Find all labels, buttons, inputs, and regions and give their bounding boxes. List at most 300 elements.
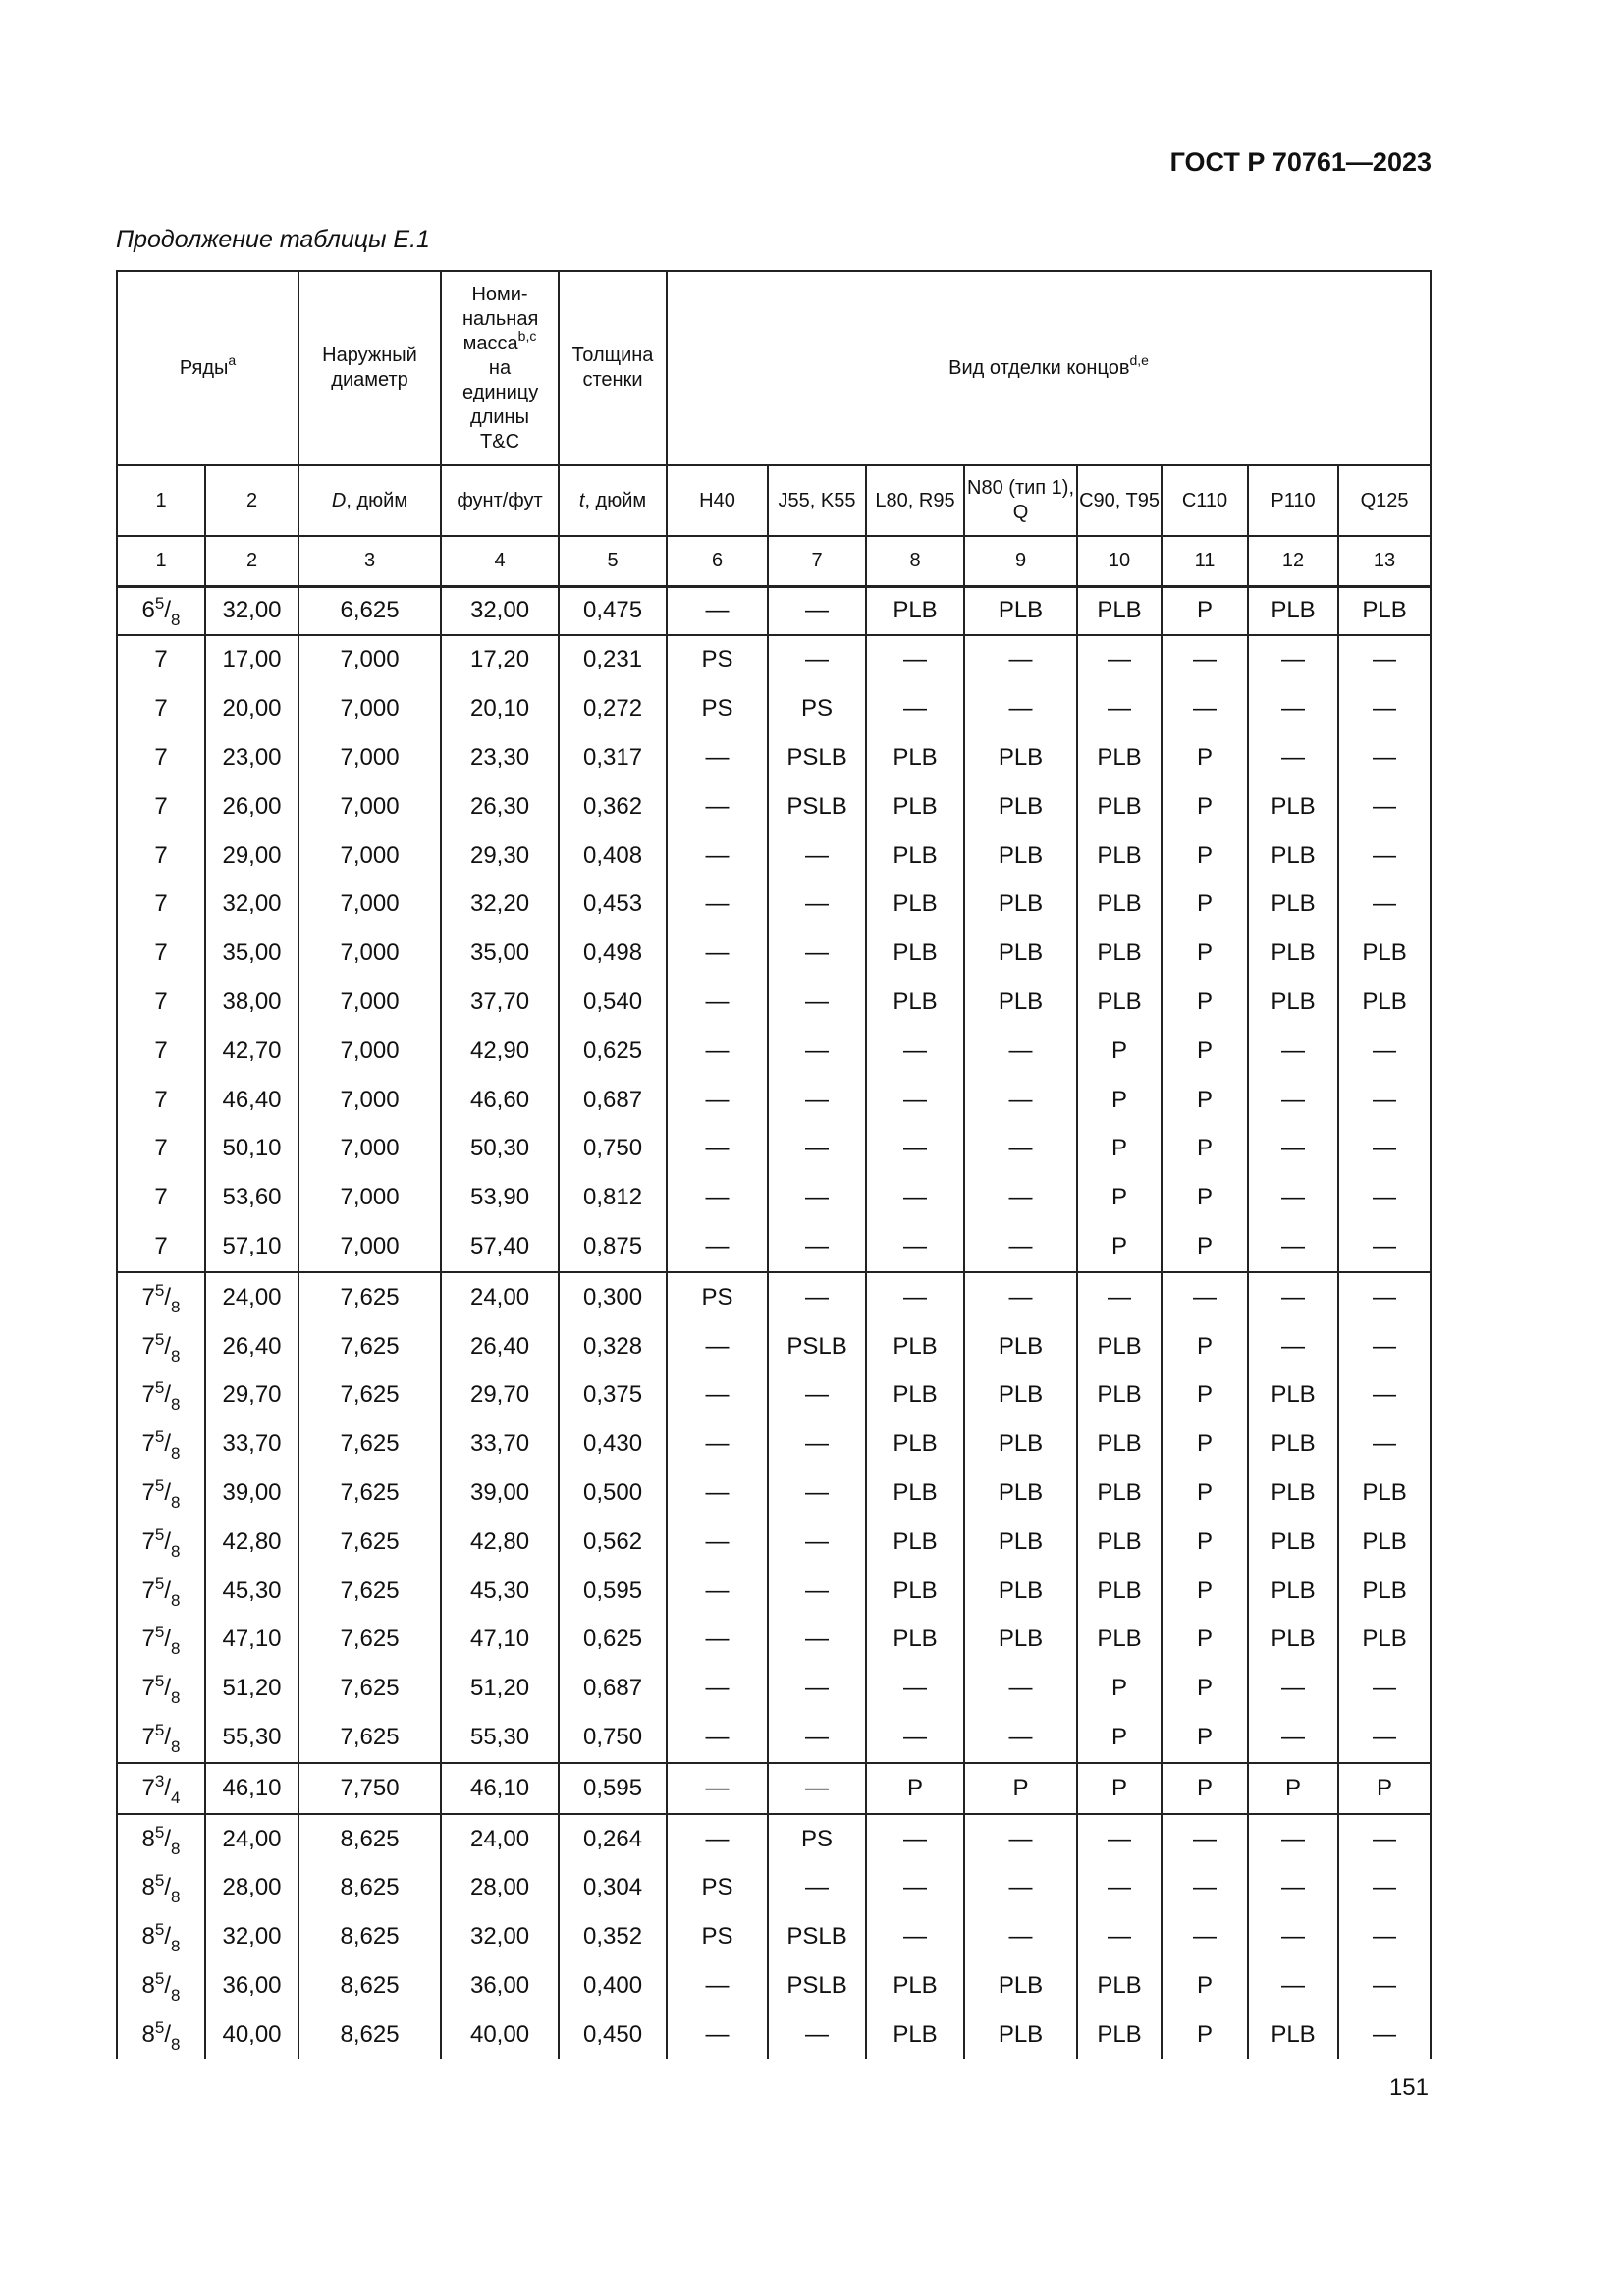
end-finish-cell: P	[1162, 1370, 1248, 1419]
end-finish-cell: —	[866, 1272, 964, 1322]
size-cell: 7	[117, 635, 205, 685]
end-finish-cell: P	[1162, 1222, 1248, 1272]
tc-mass-cell: 57,40	[441, 1222, 559, 1272]
unit-col-1: 1	[117, 465, 205, 536]
tc-mass-cell: 55,30	[441, 1713, 559, 1763]
end-finish-cell: —	[667, 929, 768, 978]
end-finish-cell: —	[1338, 684, 1431, 733]
end-finish-cell: PLB	[1338, 929, 1431, 978]
grade-header: Q125	[1338, 465, 1431, 536]
end-finish-cell: —	[1338, 1124, 1431, 1173]
end-finish-cell: —	[964, 684, 1077, 733]
wall-thickness-cell: 0,231	[559, 635, 667, 685]
wall-thickness-cell: 0,430	[559, 1419, 667, 1468]
end-finish-cell: PLB	[866, 733, 964, 782]
table-row	[117, 1518, 1431, 1567]
unit-col-5: t, дюйм	[559, 465, 667, 536]
wall-thickness-cell: 0,400	[559, 1961, 667, 2010]
unit-col-3: D, дюйм	[298, 465, 441, 536]
size-cell: 7	[117, 978, 205, 1027]
size-cell: 7	[117, 733, 205, 782]
outer-diameter-cell: 7,625	[298, 1664, 441, 1713]
end-finish-cell: PS	[667, 684, 768, 733]
end-finish-cell: PLB	[1338, 1518, 1431, 1567]
end-finish-cell: —	[768, 1664, 866, 1713]
wall-thickness-cell: 0,328	[559, 1322, 667, 1371]
end-finish-cell: PS	[667, 1912, 768, 1961]
table-row	[117, 1272, 1431, 1322]
end-finish-cell: —	[866, 1814, 964, 1864]
end-finish-cell: PLB	[1248, 929, 1338, 978]
wall-thickness-cell: 0,595	[559, 1567, 667, 1616]
end-finish-cell: PLB	[964, 1419, 1077, 1468]
size-cell: $8^5/_8$	[117, 1814, 205, 1864]
outer-diameter-cell: 7,000	[298, 1076, 441, 1125]
table-row	[117, 1863, 1431, 1912]
mass-cell: 35,00	[205, 929, 298, 978]
grade-header: L80, R95	[866, 465, 964, 536]
wall-thickness-cell: 0,450	[559, 2010, 667, 2059]
outer-diameter-cell: 7,000	[298, 1124, 441, 1173]
tc-mass-cell: 17,20	[441, 635, 559, 685]
wall-thickness-cell: 0,352	[559, 1912, 667, 1961]
end-finish-cell: —	[768, 1763, 866, 1814]
end-finish-cell: —	[1338, 1322, 1431, 1371]
end-finish-cell: —	[667, 733, 768, 782]
end-finish-cell: P	[1077, 1763, 1162, 1814]
end-finish-cell: —	[964, 1027, 1077, 1076]
end-finish-cell: PLB	[1248, 2010, 1338, 2059]
end-finish-cell: —	[768, 586, 866, 635]
outer-diameter-cell: 7,000	[298, 929, 441, 978]
end-finish-cell: —	[866, 684, 964, 733]
end-finish-cell: —	[667, 831, 768, 881]
end-finish-cell: P	[1077, 1173, 1162, 1222]
mass-cell: 29,70	[205, 1370, 298, 1419]
tc-mass-cell: 40,00	[441, 2010, 559, 2059]
end-finish-cell: —	[964, 1173, 1077, 1222]
end-finish-cell: —	[667, 1567, 768, 1616]
end-finish-cell: —	[1338, 1664, 1431, 1713]
end-finish-cell: PLB	[964, 1518, 1077, 1567]
mass-cell: 38,00	[205, 978, 298, 1027]
end-finish-cell: P	[1162, 978, 1248, 1027]
size-cell: $7^5/_8$	[117, 1615, 205, 1664]
wall-thickness-cell: 0,750	[559, 1124, 667, 1173]
header-outer-diameter: Наружный диаметр	[298, 271, 441, 465]
column-number: 7	[768, 536, 866, 586]
mass-cell: 42,70	[205, 1027, 298, 1076]
tc-mass-cell: 32,00	[441, 586, 559, 635]
tc-mass-cell: 28,00	[441, 1863, 559, 1912]
end-finish-cell: —	[1248, 1322, 1338, 1371]
end-finish-cell: —	[667, 1124, 768, 1173]
column-number: 4	[441, 536, 559, 586]
end-finish-cell: —	[1248, 1713, 1338, 1763]
end-finish-cell: P	[1162, 831, 1248, 881]
mass-cell: 32,00	[205, 1912, 298, 1961]
mass-cell: 57,10	[205, 1222, 298, 1272]
end-finish-cell: —	[1248, 733, 1338, 782]
table-row	[117, 1814, 1431, 1864]
end-finish-cell: —	[667, 1322, 768, 1371]
column-number: 2	[205, 536, 298, 586]
size-cell: $7^5/_8$	[117, 1567, 205, 1616]
end-finish-cell: PSLB	[768, 733, 866, 782]
mass-cell: 51,20	[205, 1664, 298, 1713]
wall-thickness-cell: 0,500	[559, 1468, 667, 1518]
end-finish-cell: —	[964, 635, 1077, 685]
wall-thickness-cell: 0,625	[559, 1027, 667, 1076]
table-row	[117, 1961, 1431, 2010]
column-number: 6	[667, 536, 768, 586]
end-finish-cell: —	[768, 1713, 866, 1763]
end-finish-cell: —	[667, 1961, 768, 2010]
end-finish-cell: PLB	[1248, 880, 1338, 929]
table-row	[117, 1615, 1431, 1664]
mass-cell: 33,70	[205, 1419, 298, 1468]
end-finish-cell: P	[1162, 1961, 1248, 2010]
end-finish-cell: PS	[667, 1272, 768, 1322]
size-cell: 7	[117, 929, 205, 978]
end-finish-cell: PLB	[866, 1567, 964, 1616]
end-finish-cell: PLB	[866, 1518, 964, 1567]
outer-diameter-cell: 7,625	[298, 1419, 441, 1468]
end-finish-cell: P	[1162, 1027, 1248, 1076]
size-cell: $7^5/_8$	[117, 1322, 205, 1371]
grade-header: C90, T95	[1077, 465, 1162, 536]
end-finish-cell: —	[1338, 1027, 1431, 1076]
end-finish-cell: —	[768, 880, 866, 929]
mass-cell: 17,00	[205, 635, 298, 685]
grade-header: C110	[1162, 465, 1248, 536]
end-finish-cell: —	[866, 1222, 964, 1272]
end-finish-cell: —	[667, 1370, 768, 1419]
size-cell: $7^5/_8$	[117, 1664, 205, 1713]
end-finish-cell: PLB	[964, 1322, 1077, 1371]
outer-diameter-cell: 7,625	[298, 1322, 441, 1371]
table-row	[117, 1419, 1431, 1468]
table-row	[117, 1912, 1431, 1961]
size-cell: $7^5/_8$	[117, 1468, 205, 1518]
table-row	[117, 782, 1431, 831]
outer-diameter-cell: 7,625	[298, 1272, 441, 1322]
end-finish-cell: —	[1162, 684, 1248, 733]
end-finish-cell: —	[667, 1173, 768, 1222]
end-finish-cell: P	[1077, 1713, 1162, 1763]
end-finish-cell: —	[1248, 1664, 1338, 1713]
end-finish-cell: PLB	[1077, 1322, 1162, 1371]
end-finish-cell: —	[768, 1173, 866, 1222]
end-finish-cell: P	[1162, 733, 1248, 782]
outer-diameter-cell: 8,625	[298, 1961, 441, 2010]
end-finish-cell: —	[667, 782, 768, 831]
end-finish-cell: P	[1338, 1763, 1431, 1814]
tc-mass-cell: 23,30	[441, 733, 559, 782]
grade-header: N80 (тип 1), Q	[964, 465, 1077, 536]
end-finish-cell: —	[667, 1468, 768, 1518]
end-finish-cell: —	[768, 929, 866, 978]
size-cell: 7	[117, 782, 205, 831]
end-finish-cell: P	[1077, 1027, 1162, 1076]
column-number: 1	[117, 536, 205, 586]
document-code: ГОСТ Р 70761—2023	[1169, 147, 1432, 177]
end-finish-cell: —	[866, 1713, 964, 1763]
tc-mass-cell: 46,60	[441, 1076, 559, 1125]
end-finish-cell: —	[1162, 1272, 1248, 1322]
end-finish-cell: —	[964, 1912, 1077, 1961]
end-finish-cell: —	[1338, 1076, 1431, 1125]
end-finish-cell: —	[1248, 635, 1338, 685]
end-finish-cell: PLB	[1077, 880, 1162, 929]
outer-diameter-cell: 8,625	[298, 2010, 441, 2059]
outer-diameter-cell: 7,000	[298, 635, 441, 685]
size-cell: 7	[117, 1124, 205, 1173]
table-caption: Продолжение таблицы Е.1	[116, 226, 430, 253]
size-cell: $8^5/_8$	[117, 1863, 205, 1912]
outer-diameter-cell: 7,625	[298, 1370, 441, 1419]
end-finish-cell: PLB	[1077, 586, 1162, 635]
tc-mass-cell: 24,00	[441, 1272, 559, 1322]
end-finish-cell: PLB	[1077, 1567, 1162, 1616]
end-finish-cell: P	[964, 1763, 1077, 1814]
unit-col-2: 2	[205, 465, 298, 536]
end-finish-cell: —	[667, 1713, 768, 1763]
end-finish-cell: PLB	[1338, 978, 1431, 1027]
end-finish-cell: P	[1162, 1468, 1248, 1518]
end-finish-cell: PLB	[1338, 586, 1431, 635]
size-cell: $8^5/_8$	[117, 2010, 205, 2059]
wall-thickness-cell: 0,625	[559, 1615, 667, 1664]
end-finish-cell: PLB	[1248, 1615, 1338, 1664]
end-finish-cell: —	[1338, 1272, 1431, 1322]
end-finish-cell: PLB	[866, 586, 964, 635]
end-finish-cell: —	[1248, 1222, 1338, 1272]
mass-cell: 46,40	[205, 1076, 298, 1125]
end-finish-cell: —	[1162, 1912, 1248, 1961]
end-finish-cell: —	[1248, 1814, 1338, 1864]
end-finish-cell: PLB	[964, 978, 1077, 1027]
end-finish-cell: —	[768, 1272, 866, 1322]
table-row	[117, 978, 1431, 1027]
end-finish-cell: —	[1077, 635, 1162, 685]
end-finish-cell: —	[1338, 831, 1431, 881]
end-finish-cell: P	[1162, 782, 1248, 831]
end-finish-cell: PLB	[964, 880, 1077, 929]
end-finish-cell: PLB	[1248, 1468, 1338, 1518]
table-row	[117, 880, 1431, 929]
end-finish-cell: PLB	[1248, 1518, 1338, 1567]
table-row	[117, 635, 1431, 685]
outer-diameter-cell: 8,625	[298, 1863, 441, 1912]
tc-mass-cell: 42,90	[441, 1027, 559, 1076]
tc-mass-cell: 47,10	[441, 1615, 559, 1664]
end-finish-cell: —	[866, 1124, 964, 1173]
grade-header: H40	[667, 465, 768, 536]
end-finish-cell: —	[964, 1664, 1077, 1713]
mass-cell: 24,00	[205, 1814, 298, 1864]
end-finish-cell: PLB	[1077, 1518, 1162, 1567]
table-row	[117, 586, 1431, 635]
end-finish-cell: —	[866, 1027, 964, 1076]
tc-mass-cell: 26,40	[441, 1322, 559, 1371]
outer-diameter-cell: 7,000	[298, 880, 441, 929]
end-finish-cell: —	[667, 1615, 768, 1664]
table-row	[117, 1763, 1431, 1814]
end-finish-cell: —	[964, 1814, 1077, 1864]
end-finish-cell: PLB	[866, 1370, 964, 1419]
wall-thickness-cell: 0,375	[559, 1370, 667, 1419]
end-finish-cell: —	[1248, 1863, 1338, 1912]
end-finish-cell: PLB	[964, 782, 1077, 831]
size-cell: 7	[117, 1222, 205, 1272]
end-finish-cell: —	[964, 1272, 1077, 1322]
size-cell: $7^5/_8$	[117, 1272, 205, 1322]
table-row	[117, 1076, 1431, 1125]
end-finish-cell: —	[1338, 1912, 1431, 1961]
mass-cell: 46,10	[205, 1763, 298, 1814]
end-finish-cell: PLB	[1077, 733, 1162, 782]
end-finish-cell: PLB	[1077, 1468, 1162, 1518]
end-finish-cell: PS	[667, 1863, 768, 1912]
header-end-finish: Вид отделки концов$^{d,e}$	[667, 271, 1431, 465]
end-finish-cell: P	[1162, 1713, 1248, 1763]
wall-thickness-cell: 0,875	[559, 1222, 667, 1272]
end-finish-cell: PLB	[964, 1961, 1077, 2010]
mass-cell: 36,00	[205, 1961, 298, 2010]
end-finish-cell: —	[667, 1419, 768, 1468]
column-number: 10	[1077, 536, 1162, 586]
end-finish-cell: —	[1338, 1961, 1431, 2010]
end-finish-cell: —	[768, 1076, 866, 1125]
wall-thickness-cell: 0,362	[559, 782, 667, 831]
tc-mass-cell: 20,10	[441, 684, 559, 733]
end-finish-cell: —	[866, 1912, 964, 1961]
end-finish-cell: PLB	[866, 1419, 964, 1468]
size-cell: $7^5/_8$	[117, 1713, 205, 1763]
end-finish-cell: —	[667, 1763, 768, 1814]
mass-cell: 32,00	[205, 880, 298, 929]
end-finish-cell: —	[667, 1664, 768, 1713]
outer-diameter-cell: 7,000	[298, 1027, 441, 1076]
end-finish-cell: —	[667, 1518, 768, 1567]
end-finish-cell: —	[1248, 1173, 1338, 1222]
end-finish-cell: —	[1248, 1961, 1338, 2010]
end-finish-cell: PLB	[866, 782, 964, 831]
end-finish-cell: —	[1338, 880, 1431, 929]
outer-diameter-cell: 7,625	[298, 1713, 441, 1763]
outer-diameter-cell: 7,000	[298, 978, 441, 1027]
outer-diameter-cell: 7,750	[298, 1763, 441, 1814]
tc-mass-cell: 29,70	[441, 1370, 559, 1419]
wall-thickness-cell: 0,317	[559, 733, 667, 782]
wall-thickness-cell: 0,408	[559, 831, 667, 881]
size-cell: $6^5/_8$	[117, 586, 205, 635]
end-finish-cell: P	[1077, 1664, 1162, 1713]
end-finish-cell: —	[1248, 1912, 1338, 1961]
end-finish-cell: PLB	[1248, 1567, 1338, 1616]
table-row	[117, 831, 1431, 881]
wall-thickness-cell: 0,687	[559, 1664, 667, 1713]
tc-mass-cell: 53,90	[441, 1173, 559, 1222]
header-nominal-mass: Номи-нальная масса$^{b,c}$ на единицу длины T&C	[441, 271, 559, 465]
end-finish-cell: PS	[768, 684, 866, 733]
end-finish-cell: —	[768, 1468, 866, 1518]
end-finish-cell: —	[1162, 1814, 1248, 1864]
table-row	[117, 929, 1431, 978]
outer-diameter-cell: 7,000	[298, 1173, 441, 1222]
end-finish-cell: PLB	[1248, 782, 1338, 831]
end-finish-cell: —	[1338, 733, 1431, 782]
end-finish-cell: —	[1162, 1863, 1248, 1912]
end-finish-cell: P	[1162, 1419, 1248, 1468]
end-finish-cell: —	[768, 831, 866, 881]
wall-thickness-cell: 0,475	[559, 586, 667, 635]
outer-diameter-cell: 7,625	[298, 1567, 441, 1616]
table-row	[117, 1173, 1431, 1222]
end-finish-cell: PLB	[964, 586, 1077, 635]
end-finish-cell: —	[964, 1863, 1077, 1912]
end-finish-cell: PLB	[866, 1961, 964, 2010]
end-finish-cell: —	[964, 1222, 1077, 1272]
end-finish-cell: PLB	[1077, 1419, 1162, 1468]
end-finish-cell: —	[667, 880, 768, 929]
column-number: 12	[1248, 536, 1338, 586]
end-finish-cell: —	[1248, 1027, 1338, 1076]
end-finish-cell: PLB	[1077, 831, 1162, 881]
casing-table	[116, 270, 1432, 2059]
outer-diameter-cell: 7,000	[298, 684, 441, 733]
outer-diameter-cell: 6,625	[298, 586, 441, 635]
mass-cell: 26,00	[205, 782, 298, 831]
tc-mass-cell: 46,10	[441, 1763, 559, 1814]
end-finish-cell: P	[1077, 1124, 1162, 1173]
end-finish-cell: —	[964, 1713, 1077, 1763]
end-finish-cell: —	[1338, 635, 1431, 685]
end-finish-cell: —	[1338, 1222, 1431, 1272]
mass-cell: 50,10	[205, 1124, 298, 1173]
end-finish-cell: —	[964, 1124, 1077, 1173]
end-finish-cell: P	[1077, 1076, 1162, 1125]
table-row	[117, 1713, 1431, 1763]
end-finish-cell: P	[866, 1763, 964, 1814]
size-cell: 7	[117, 1173, 205, 1222]
mass-cell: 28,00	[205, 1863, 298, 1912]
mass-cell: 45,30	[205, 1567, 298, 1616]
wall-thickness-cell: 0,812	[559, 1173, 667, 1222]
end-finish-cell: PLB	[866, 929, 964, 978]
end-finish-cell: —	[1077, 1272, 1162, 1322]
end-finish-cell: P	[1162, 586, 1248, 635]
end-finish-cell: PSLB	[768, 782, 866, 831]
tc-mass-cell: 32,00	[441, 1912, 559, 1961]
end-finish-cell: PLB	[866, 831, 964, 881]
size-cell: $7^5/_8$	[117, 1419, 205, 1468]
column-number: 3	[298, 536, 441, 586]
table-row	[117, 684, 1431, 733]
end-finish-cell: P	[1077, 1222, 1162, 1272]
end-finish-cell: PLB	[1077, 978, 1162, 1027]
end-finish-cell: —	[866, 1173, 964, 1222]
end-finish-cell: P	[1162, 1567, 1248, 1616]
end-finish-cell: —	[1162, 635, 1248, 685]
size-cell: $7^5/_8$	[117, 1370, 205, 1419]
wall-thickness-cell: 0,264	[559, 1814, 667, 1864]
mass-cell: 23,00	[205, 733, 298, 782]
end-finish-cell: —	[866, 1664, 964, 1713]
end-finish-cell: P	[1162, 1664, 1248, 1713]
end-finish-cell: —	[866, 1863, 964, 1912]
